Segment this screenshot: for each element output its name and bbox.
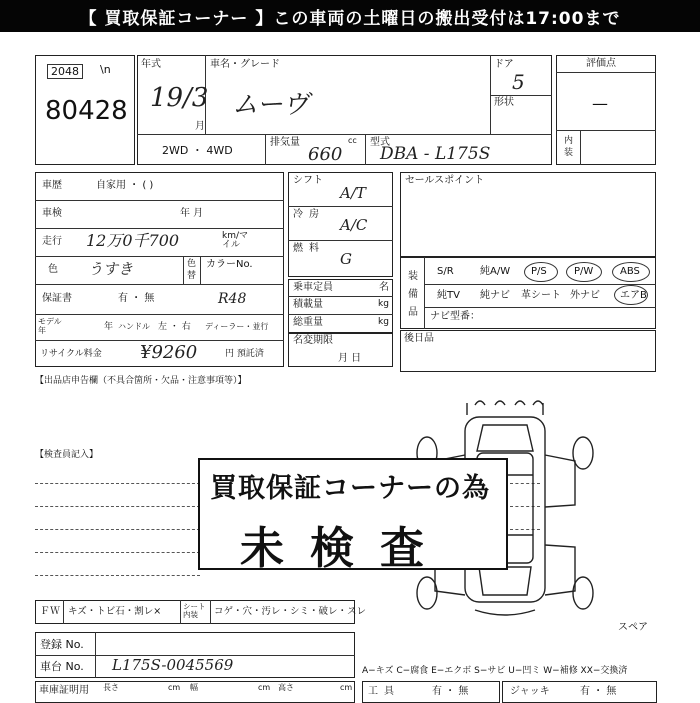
later-items-label: 後日品 (404, 333, 434, 344)
model-type-label: 型式 (370, 137, 390, 148)
inspection-value: 年 月 (180, 208, 204, 219)
equip-genuine-navi: 純ナビ (480, 290, 510, 301)
equip-genuine-tv: 純TV (437, 290, 460, 301)
handle-label: ハンドル (118, 322, 150, 331)
model-year-label: モデル年 (38, 317, 62, 335)
equip-aftermarket-navi: 外ナビ (570, 290, 600, 301)
length-unit: cm (168, 683, 181, 692)
stamp-line1: 買取保証コーナーの為 (210, 473, 490, 504)
fw-label: ＦＷ (40, 606, 60, 617)
load-label: 積載量 (293, 299, 323, 310)
mileage-label: 走行 (42, 236, 62, 247)
width-label: 幅 (190, 683, 198, 692)
history-value: 自家用 ・ ( ) (96, 180, 154, 191)
fuel-label: 燃料 (293, 243, 325, 254)
navi-model-label: ナビ型番： (430, 311, 480, 322)
load-unit: kg (378, 299, 389, 309)
circle-ps (524, 262, 558, 282)
name-change-unit: 月 日 (338, 353, 362, 364)
car-name-value: ムーヴ (232, 90, 309, 120)
shape-label: 形状 (494, 97, 514, 108)
history-label: 車歴 (42, 180, 62, 191)
model-type-value: DBA - L175S (380, 144, 491, 164)
lot-unit: \n (100, 63, 111, 76)
displacement-label: 排気量 (270, 137, 300, 148)
inspector-label: 【検査員記入】 (35, 450, 99, 460)
jack-value: 有 ・ 無 (580, 686, 617, 697)
seat-interior-label: シート内装 (183, 602, 206, 620)
equip-genuine-aw: 純A/W (480, 266, 511, 277)
height-label: 高さ (278, 683, 294, 692)
month-label: 月 (195, 121, 205, 132)
door-label: ドア (494, 59, 514, 70)
interior-label: 内装 (564, 136, 574, 158)
circle-abs (612, 262, 650, 282)
height-unit: cm (340, 683, 353, 692)
color-label: 色 (48, 264, 58, 275)
weight-unit: kg (378, 317, 389, 327)
recycle-value: ¥9260 (140, 342, 198, 363)
width-unit: cm (258, 683, 271, 692)
equip-ps: P/S (531, 266, 547, 277)
mileage-unit: km/マイル (222, 231, 249, 250)
cc-unit: cc (348, 136, 357, 145)
fuel-value: G (340, 250, 352, 268)
weight-label: 総重量 (293, 317, 323, 328)
displacement-value: 660 (308, 144, 343, 165)
circle-airbag (614, 285, 648, 305)
later-items-box (400, 330, 656, 372)
uninspected-stamp (198, 458, 508, 574)
equip-sr: S/R (437, 266, 454, 277)
capacity-label: 乗車定員 (293, 282, 333, 293)
seat-interior-text: コゲ・穴・汚レ・シミ・破レ・スレ (214, 606, 367, 617)
handle-value: 左 ・ 右 (158, 322, 191, 332)
chassis-no-label: 車台 No. (40, 660, 84, 673)
mileage-value: 12万0千700 (86, 231, 180, 250)
store-declaration-label: 【出品店申告欄（不具合箇所・欠品・注意事項等）】 (35, 376, 247, 386)
jack-label: ジャッキ (510, 686, 550, 697)
score-value: — (592, 94, 608, 113)
equip-airbag: エアB (620, 290, 647, 301)
color-no-label: カラーNo. (206, 259, 253, 270)
stamp-line2: 未検査 (240, 523, 450, 574)
year-label: 年式 (141, 59, 161, 70)
year-value: 19/3 (150, 83, 209, 113)
name-change-label: 名変期限 (293, 335, 333, 346)
lot-number: 80428 (45, 96, 128, 126)
length-label: 長さ (103, 683, 119, 692)
color-replace-label: 色替 (187, 259, 197, 281)
warranty-note: R48 (218, 291, 247, 307)
equip-leather-seat: 革シート (521, 290, 561, 301)
capacity-unit: 名 (379, 282, 389, 293)
ac-label: 冷房 (293, 209, 325, 220)
spare-label: スペア (618, 622, 648, 633)
circle-pw (566, 262, 602, 282)
fw-text: キズ・トビ石・割レ× (68, 606, 162, 617)
registration-no-label: 登録 No. (40, 638, 84, 651)
top-banner: 【 買取保証コーナー 】この車両の土曜日の搬出受付は17:00まで (0, 0, 700, 32)
warranty-label: 保証書 (42, 293, 72, 304)
year-unit: 年 (104, 322, 114, 332)
tool-value: 有 ・ 無 (432, 686, 469, 697)
sales-point-label: セールスポイント (405, 175, 485, 186)
garage-cert-label: 車庫証明用 (39, 685, 89, 696)
equipment-label: 装備品 (408, 271, 418, 318)
score-label: 評価点 (586, 58, 616, 69)
shift-label: シフト (293, 175, 323, 186)
door-value: 5 (512, 70, 525, 94)
equip-pw: P/W (574, 266, 594, 277)
drive-type-label: 2WD ・ 4WD (162, 144, 233, 157)
recycle-unit: 円 預託済 (225, 349, 264, 359)
name-grade-label: 車名・グレード (210, 59, 280, 70)
color-value: うすき (88, 260, 134, 278)
warranty-value: 有 ・ 無 (118, 293, 155, 304)
tool-label: 工具 (368, 686, 400, 697)
equip-abs: ABS (620, 266, 640, 277)
lot-small-number: 2048 (47, 64, 83, 79)
ac-value: A/C (340, 216, 368, 234)
chassis-no-value: L175S-0045569 (112, 656, 234, 674)
dealer-label: ディーラー・並行 (205, 322, 269, 331)
damage-codes: A−キズ C−腐食 E−エクボ S−サビ U−凹ミ W−補修 XX−交換済 (362, 666, 628, 676)
recycle-label: リサイクル料金 (40, 349, 102, 359)
inspection-label: 車検 (42, 208, 62, 219)
shift-value: A/T (340, 184, 366, 202)
